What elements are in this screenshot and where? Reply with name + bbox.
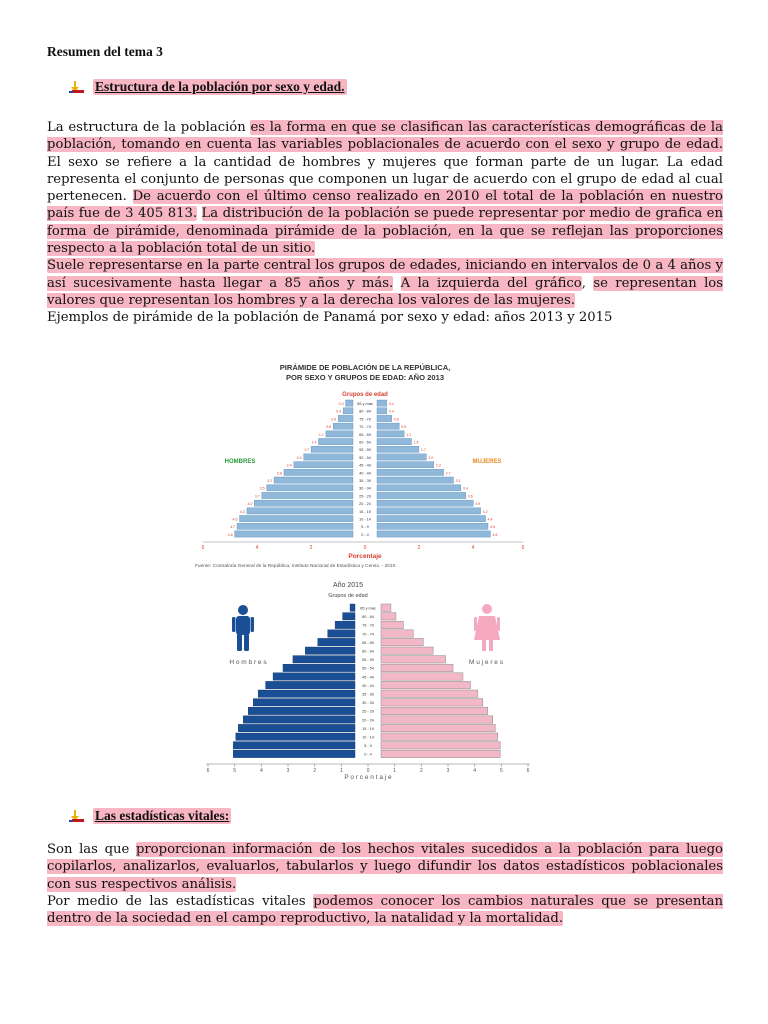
data-label-hombres-17: 4.8 <box>227 532 233 537</box>
bar-hombres-16 <box>237 523 353 529</box>
x-tick-label-0: 6 <box>201 545 205 551</box>
bar-mujeres-16 <box>377 523 488 529</box>
bar-hombres-4 <box>318 638 355 645</box>
data-label-hombres-9: 2.8 <box>276 471 282 476</box>
right-side-label: MUJERES <box>472 459 502 465</box>
age-group-label-1: 80 - 84 <box>359 409 371 414</box>
data-label-mujeres-9: 2.7 <box>445 471 451 476</box>
age-group-label-5: 60 - 64 <box>359 440 371 445</box>
x-tick-label-6: 6 <box>521 545 525 551</box>
bar-hombres-3 <box>328 630 355 637</box>
male-figure-icon <box>232 605 254 651</box>
bar-hombres-6 <box>293 656 355 663</box>
bar-mujeres-4 <box>381 638 423 645</box>
age-group-label-12: 25 - 29 <box>362 709 374 714</box>
bar-hombres-5 <box>318 439 353 445</box>
bar-mujeres-10 <box>377 477 453 483</box>
data-label-mujeres-17: 4.6 <box>492 532 498 537</box>
age-group-label-9: 40 - 44 <box>359 471 371 476</box>
bar-mujeres-13 <box>381 716 493 723</box>
age-group-label-0: 85 y más <box>357 402 373 406</box>
x-tick-label-5: 4 <box>471 545 475 551</box>
bar-mujeres-7 <box>377 454 426 460</box>
bar-mujeres-15 <box>381 733 498 740</box>
chart-title-line2: POR SEXO Y GRUPOS DE EDAD: AÑO 2013 <box>285 373 445 382</box>
text-run <box>393 276 400 291</box>
bar-mujeres-14 <box>381 724 495 731</box>
chart-title-line1: PIRÁMIDE DE POBLACIÓN DE LA REPÚBLICA, <box>279 363 451 372</box>
bar-hombres-8 <box>273 673 355 680</box>
data-label-mujeres-8: 2.3 <box>435 463 441 468</box>
age-group-label-7: 50 - 54 <box>362 666 374 671</box>
section2-heading-row <box>69 808 231 824</box>
arrow-bullet-icon <box>69 80 87 94</box>
bar-mujeres-2 <box>381 621 403 628</box>
text-run: Por medio de las estadísticas vitales <box>47 893 314 909</box>
bar-mujeres-10 <box>381 690 478 697</box>
x-tick-label-3: 3 <box>286 768 290 774</box>
age-group-label-17: 0 - 4 <box>361 532 369 537</box>
bar-mujeres-17 <box>377 531 490 537</box>
data-label-mujeres-12: 3.6 <box>467 494 473 499</box>
bar-hombres-12 <box>262 492 353 498</box>
bar-hombres-2 <box>338 415 353 421</box>
bar-hombres-9 <box>266 681 355 688</box>
text-run: El sexo se refiere a la cantidad de hombres y mujeres que forman parte de un lugar. La edad representa el conjunto de personas que componen un lugar de acuerdo con el grupo de edad al cual pertenecen. <box>47 154 723 205</box>
bar-mujeres-8 <box>377 462 434 468</box>
section2-heading: Las estadísticas vitales: <box>95 808 230 823</box>
section1-heading: Estructura de la población por sexo y edad. <box>95 79 345 94</box>
bar-hombres-1 <box>343 408 353 414</box>
highlighted-text: se representan los valores que representan los hombres y a la derecha los valores de las mujeres. <box>47 275 724 308</box>
highlighted-text: proporcionan información de los hechos vitales sucedidos a la población para luego copilarlos, analizarlos, evaluarlos, tabularlos y luego difundir los datos estadísticos poblacionales con sus respectivos análisis. <box>47 842 723 892</box>
x-tick-label-1: 4 <box>255 545 259 551</box>
bar-mujeres-9 <box>381 681 470 688</box>
data-label-hombres-3: 0.8 <box>326 425 332 430</box>
left-side-label: H o m b r e s <box>229 659 267 666</box>
bar-hombres-11 <box>253 699 355 706</box>
document-title: Resumen del tema 3 <box>47 44 163 59</box>
data-label-hombres-8: 2.4 <box>286 463 292 468</box>
section1-paragraph1 <box>47 119 723 327</box>
age-group-label-15: 10 - 14 <box>359 517 371 522</box>
bar-hombres-8 <box>294 462 353 468</box>
data-label-hombres-5: 1.4 <box>311 440 317 445</box>
age-group-label-10: 35 - 39 <box>359 479 371 483</box>
age-group-label-16: 5 - 9 <box>361 525 369 530</box>
x-tick-label-6: 0 <box>366 768 370 774</box>
bar-mujeres-15 <box>377 516 486 522</box>
bar-mujeres-9 <box>377 469 444 475</box>
bar-hombres-13 <box>243 716 355 723</box>
bar-mujeres-5 <box>377 439 412 445</box>
data-label-mujeres-2: 0.6 <box>393 417 399 422</box>
data-label-mujeres-11: 3.4 <box>462 486 468 491</box>
data-label-hombres-16: 4.7 <box>230 525 236 530</box>
data-label-hombres-2: 0.6 <box>331 417 337 422</box>
age-group-label-9: 40 - 44 <box>362 683 374 688</box>
age-group-label-1: 80 - 84 <box>362 615 374 620</box>
bar-mujeres-1 <box>377 408 387 414</box>
bar-hombres-11 <box>267 485 353 491</box>
x-axis-label: Porcentaje <box>348 553 382 560</box>
bar-mujeres-8 <box>381 673 463 680</box>
left-side-label: HOMBRES <box>224 459 256 465</box>
center-axis-label: Grupos de edad <box>342 392 388 398</box>
data-label-mujeres-13: 3.9 <box>475 502 481 507</box>
age-group-label-8: 45 - 49 <box>362 675 374 680</box>
x-tick-label-11: 5 <box>499 768 503 774</box>
age-group-label-15: 10 - 14 <box>362 735 374 740</box>
x-tick-label-12: 6 <box>526 768 530 774</box>
data-label-hombres-12: 3.7 <box>254 494 260 499</box>
data-label-mujeres-16: 4.5 <box>490 525 495 530</box>
highlighted-text: Suele representarse en la parte central los grupos de edades, iniciando en intervalos de 0 a 4 años y así sucesivamente hasta llegar a 85 años y más. <box>47 258 723 291</box>
age-group-label-16: 5 - 9 <box>364 744 372 749</box>
age-group-label-2: 75 - 79 <box>359 417 371 422</box>
highlighted-text: A la izquierda del gráfico <box>400 275 582 291</box>
chart-title: Año 2015 <box>333 582 363 589</box>
age-group-label-0: 85 y más <box>360 606 376 611</box>
x-axis-label: P o r c e n t a j e <box>344 774 392 781</box>
bar-hombres-17 <box>235 531 353 537</box>
bar-hombres-14 <box>247 508 353 514</box>
age-group-label-8: 45 - 49 <box>359 463 371 468</box>
data-label-hombres-7: 2.0 <box>296 455 302 460</box>
bar-mujeres-12 <box>377 492 466 498</box>
bar-hombres-14 <box>238 724 355 731</box>
bar-hombres-13 <box>254 500 353 506</box>
x-tick-label-4: 2 <box>417 545 421 551</box>
highlighted-text: podemos conocer los cambios naturales que se presentan dentro de la sociedad en el campo reproductivo, la natalidad y la mortalidad. <box>47 893 723 927</box>
pyramid-chart-2015 <box>200 578 540 787</box>
text-run: La estructura de la población <box>47 120 251 135</box>
x-tick-label-9: 3 <box>446 768 450 774</box>
x-tick-label-10: 4 <box>473 768 477 774</box>
x-tick-label-1: 5 <box>233 768 237 774</box>
bar-hombres-17 <box>233 750 355 757</box>
text-run: Ejemplos de pirámide de la población de Panamá por sexo y edad: años 2013 y 2015 <box>47 310 613 326</box>
section2-paragraph1 <box>47 841 723 927</box>
bar-mujeres-17 <box>381 750 500 757</box>
data-label-mujeres-1: 0.4 <box>388 409 394 414</box>
age-group-label-7: 50 - 54 <box>359 455 371 460</box>
center-axis-label: Grupos de edad <box>328 593 368 599</box>
bar-mujeres-4 <box>377 431 404 437</box>
bar-hombres-7 <box>283 664 355 671</box>
bar-mujeres-2 <box>377 415 392 421</box>
bar-hombres-1 <box>343 613 355 620</box>
x-tick-label-4: 2 <box>313 768 317 774</box>
data-label-mujeres-3: 0.9 <box>401 425 407 430</box>
age-group-label-11: 30 - 34 <box>362 701 374 706</box>
bar-hombres-7 <box>304 454 353 460</box>
x-tick-label-8: 2 <box>419 768 423 774</box>
age-group-label-14: 15 - 19 <box>359 509 371 514</box>
bar-mujeres-13 <box>377 500 473 506</box>
data-label-mujeres-14: 4.2 <box>482 509 488 514</box>
female-figure-icon <box>474 604 500 651</box>
age-group-label-13: 20 - 24 <box>362 718 374 723</box>
bar-hombres-10 <box>258 690 355 697</box>
bar-hombres-15 <box>236 733 355 740</box>
bar-mujeres-16 <box>381 742 500 749</box>
bar-hombres-2 <box>335 621 355 628</box>
age-group-label-14: 15 - 19 <box>362 726 374 731</box>
data-label-hombres-15: 4.6 <box>232 517 238 522</box>
bar-hombres-5 <box>305 647 355 654</box>
age-group-label-6: 55 - 59 <box>359 448 371 453</box>
bar-mujeres-11 <box>377 485 461 491</box>
data-label-hombres-10: 3.2 <box>267 479 273 483</box>
data-label-hombres-14: 4.3 <box>239 509 245 514</box>
x-tick-label-2: 2 <box>309 545 313 551</box>
data-label-hombres-11: 3.5 <box>259 486 265 491</box>
age-group-label-4: 65 - 69 <box>359 432 371 437</box>
bar-hombres-6 <box>311 446 353 452</box>
pyramid-chart-2013 <box>195 356 535 576</box>
age-group-label-11: 30 - 34 <box>359 486 371 491</box>
x-tick-label-7: 1 <box>393 768 397 774</box>
highlighted-text: De acuerdo con el último censo realizado en 2010 el total de la población en nuestro país fue de 3 405 813. <box>47 189 723 222</box>
x-tick-label-2: 4 <box>259 768 263 774</box>
data-label-hombres-4: 1.1 <box>318 432 324 437</box>
bar-hombres-3 <box>333 423 353 429</box>
data-label-hombres-0: 0.3 <box>338 402 344 406</box>
data-label-hombres-13: 4.0 <box>247 502 253 507</box>
age-group-label-17: 0 - 4 <box>364 752 372 757</box>
bar-mujeres-3 <box>381 630 413 637</box>
bar-mujeres-1 <box>381 613 396 620</box>
bar-hombres-0 <box>346 400 353 406</box>
bar-mujeres-11 <box>381 699 483 706</box>
bar-mujeres-0 <box>377 400 387 406</box>
bar-mujeres-0 <box>381 604 391 611</box>
chart-source-note: Fuente: Contraloría General de la República, Instituto Nacional de Estadística y Censo. - 2010. <box>195 564 397 569</box>
data-label-mujeres-6: 1.7 <box>420 448 426 453</box>
bar-hombres-9 <box>284 469 353 475</box>
pyramid-2013-svg <box>195 356 535 572</box>
data-label-mujeres-7: 2.0 <box>428 455 434 460</box>
bar-hombres-16 <box>233 742 355 749</box>
text-run: Son las que <box>47 842 136 857</box>
age-group-label-2: 75 - 79 <box>362 623 374 628</box>
right-side-label: M u j e r e s <box>469 659 503 666</box>
data-label-mujeres-15: 4.4 <box>487 517 493 522</box>
data-label-hombres-1: 0.4 <box>336 409 342 414</box>
bar-hombres-4 <box>326 431 353 437</box>
bar-hombres-12 <box>248 707 355 714</box>
section1-heading-row <box>69 79 347 95</box>
age-group-label-5: 60 - 64 <box>362 649 374 654</box>
bar-mujeres-6 <box>377 446 419 452</box>
data-label-mujeres-5: 1.4 <box>413 440 419 445</box>
age-group-label-4: 65 - 69 <box>362 640 374 645</box>
age-group-label-3: 70 - 74 <box>362 632 374 637</box>
bar-hombres-15 <box>240 516 353 522</box>
data-label-hombres-6: 1.7 <box>304 448 310 453</box>
pyramid-2015-svg <box>200 578 540 783</box>
bar-mujeres-3 <box>377 423 399 429</box>
data-label-mujeres-10: 3.1 <box>455 479 461 483</box>
x-tick-label-0: 6 <box>206 768 210 774</box>
bar-mujeres-5 <box>381 647 433 654</box>
bar-mujeres-14 <box>377 508 481 514</box>
age-group-label-13: 20 - 24 <box>359 502 371 507</box>
bar-hombres-10 <box>274 477 353 483</box>
highlighted-text: La distribución de la población se puede representar por medio de grafica en forma de pirámide, denominada pirámide de la población, en la que se reflejan las proporciones respecto a la población total de un sitio. <box>47 206 723 257</box>
age-group-label-12: 25 - 29 <box>359 494 371 499</box>
bar-mujeres-12 <box>381 707 488 714</box>
age-group-label-6: 55 - 59 <box>362 658 374 663</box>
text-run: , <box>581 275 594 291</box>
data-label-mujeres-4: 1.1 <box>406 432 412 437</box>
bar-mujeres-7 <box>381 664 453 671</box>
arrow-bullet-icon <box>69 809 87 823</box>
age-group-label-10: 35 - 39 <box>362 692 374 697</box>
bar-hombres-0 <box>350 604 355 611</box>
bar-mujeres-6 <box>381 656 446 663</box>
data-label-mujeres-0: 0.4 <box>388 402 394 406</box>
x-tick-label-3: 0 <box>363 545 367 551</box>
age-group-label-3: 70 - 74 <box>359 425 371 430</box>
x-tick-label-5: 1 <box>339 768 343 774</box>
highlighted-text: es la forma en que se clasifican las características demográficas de la población, tomando en cuenta las variables poblacionales de acuerdo con el sexo y grupo de edad. <box>47 120 723 153</box>
